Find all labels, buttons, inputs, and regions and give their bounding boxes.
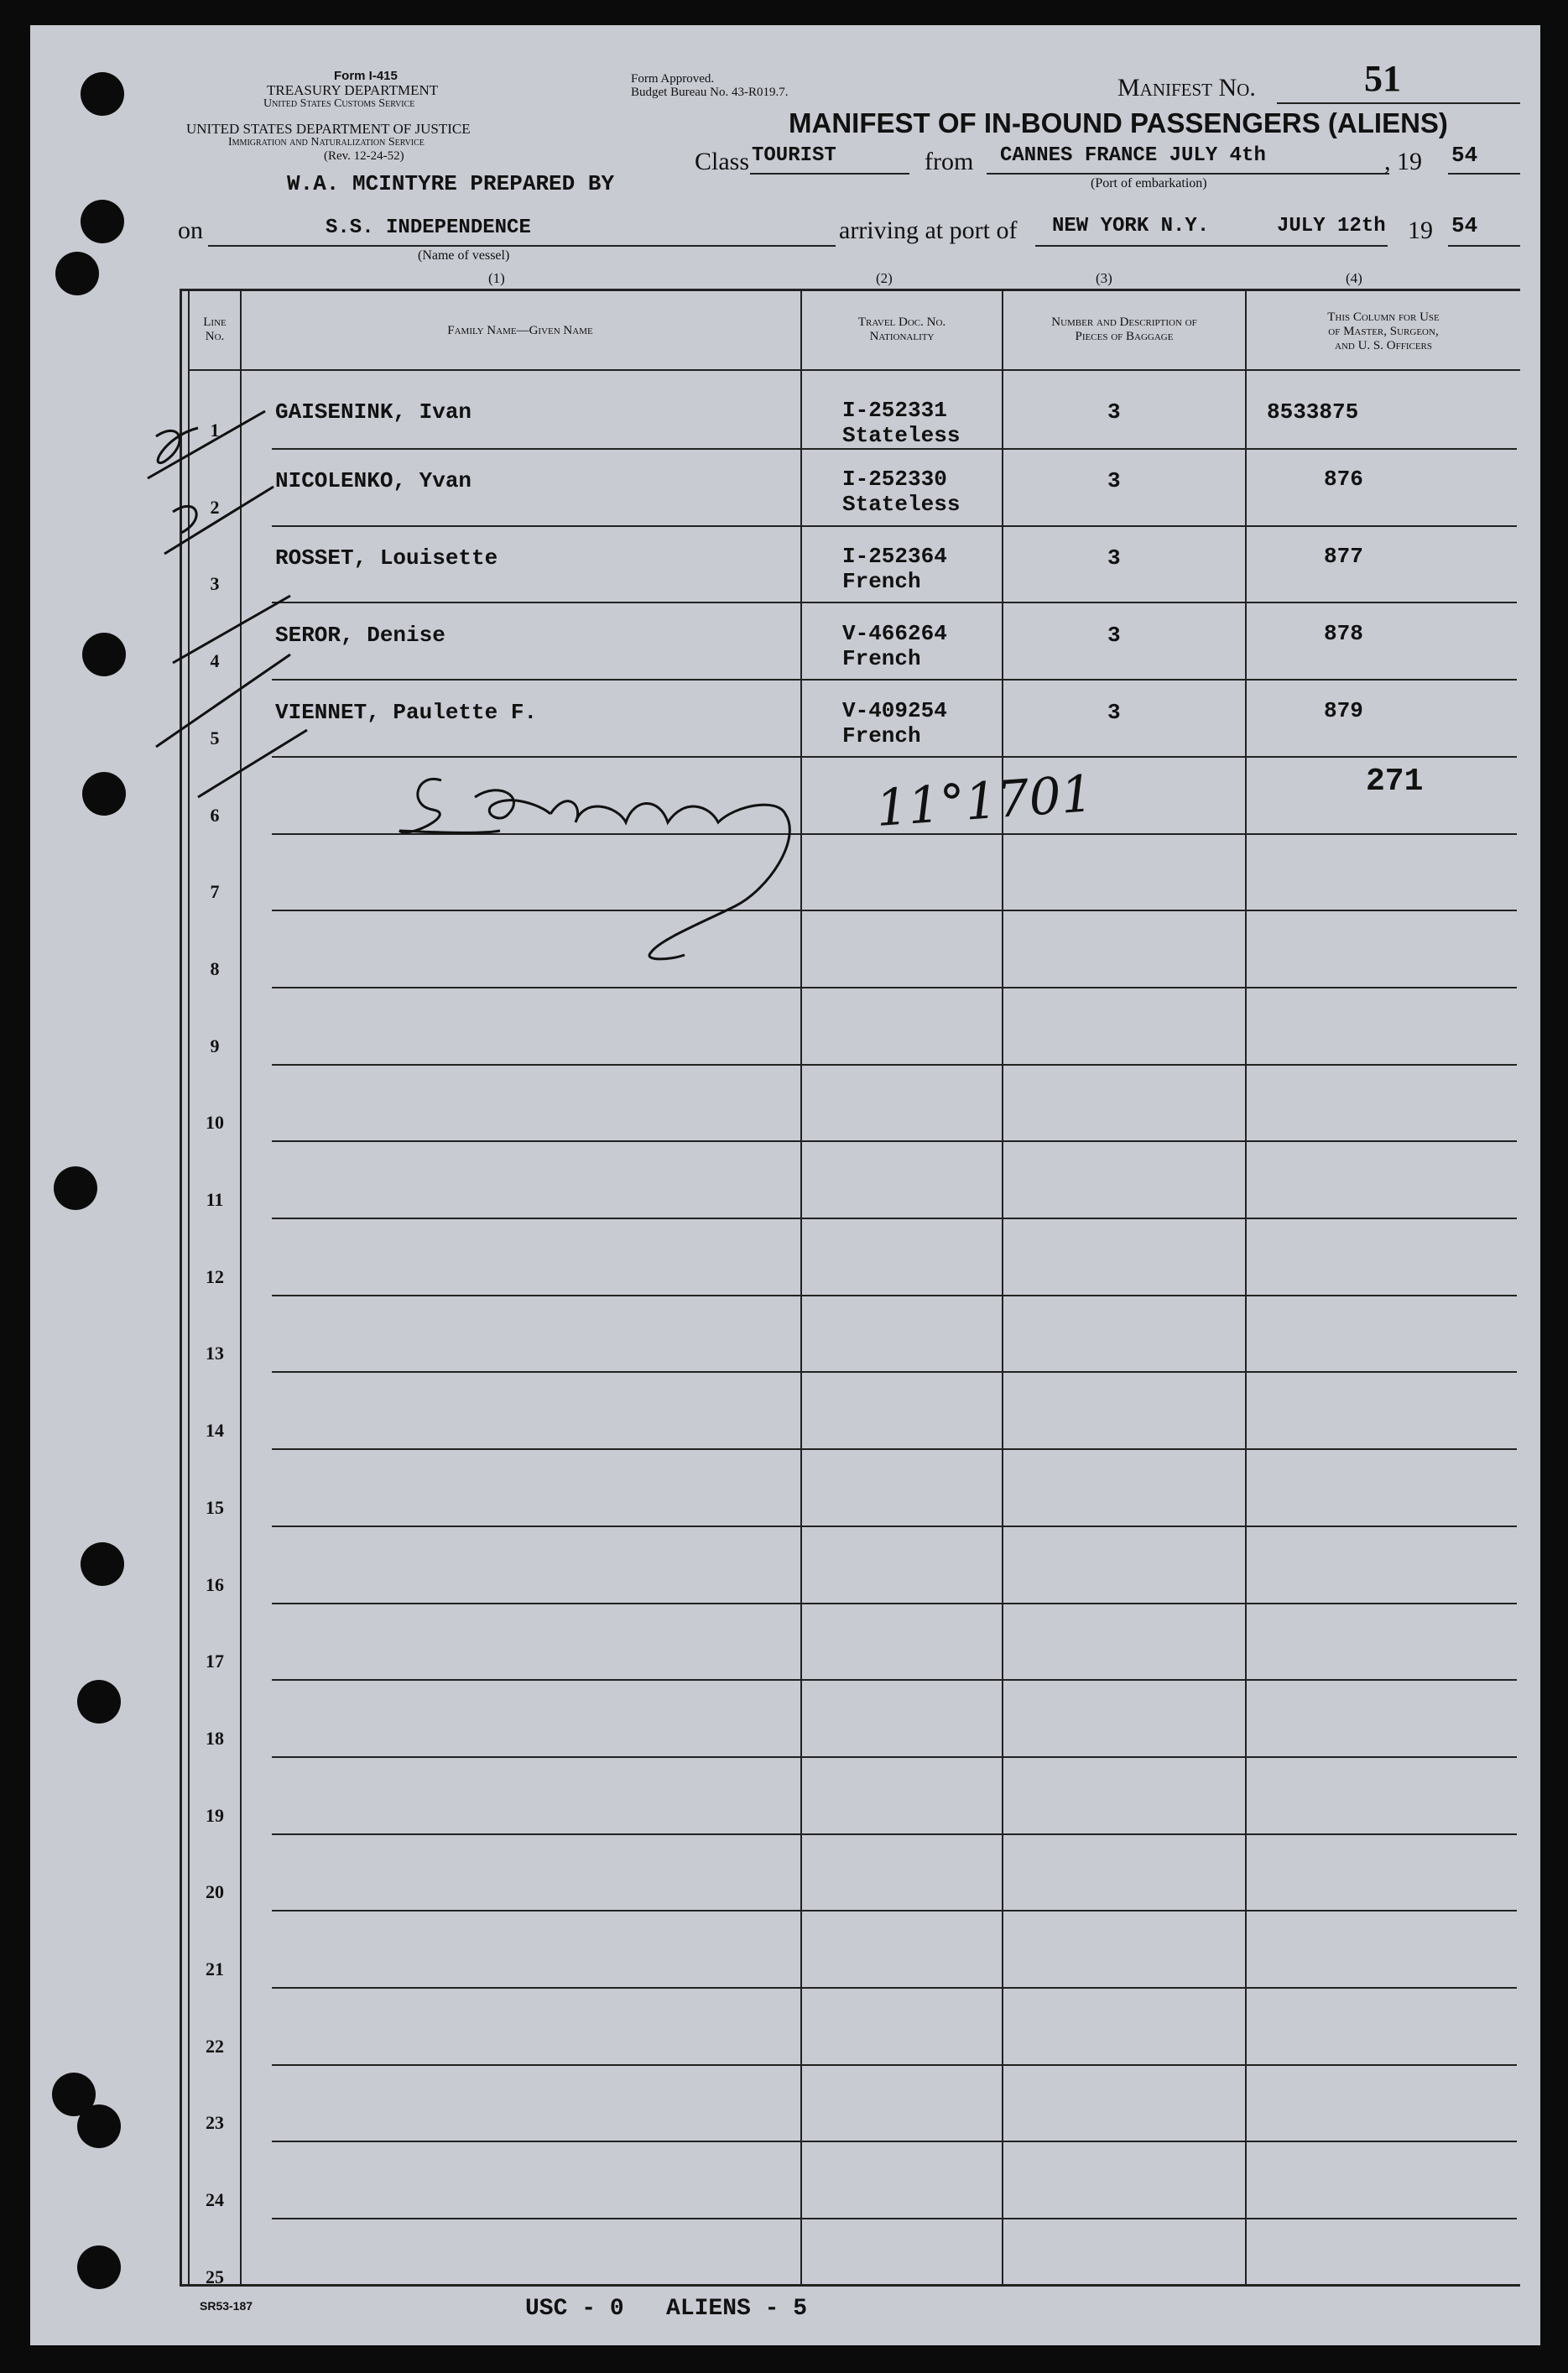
row-line — [272, 1064, 1517, 1066]
passenger-doc: I-252364 — [842, 544, 947, 569]
line-number: 6 — [210, 805, 220, 826]
row-line — [272, 1987, 1517, 1989]
vessel-caption: (Name of vessel) — [418, 248, 510, 263]
line-number: 24 — [206, 2189, 224, 2210]
line-number: 17 — [206, 1651, 224, 1672]
header-family-name: Family Name—Given Name — [447, 324, 593, 337]
punch-hole — [77, 2245, 121, 2289]
form-number: Form I-415 — [334, 69, 398, 83]
line-number: 25 — [206, 2266, 224, 2287]
form-approved: Form Approved. — [631, 72, 715, 86]
year-2-underline — [1448, 245, 1520, 247]
treasury-dept: TREASURY DEPARTMENT — [267, 82, 439, 98]
row-line — [272, 2218, 1517, 2219]
line-number: 20 — [206, 1881, 224, 1902]
row-line — [272, 1218, 1517, 1219]
form-code: SR53-187 — [200, 2299, 253, 2313]
punch-hole — [81, 200, 124, 243]
line-number: 8 — [210, 958, 220, 979]
column-number-1: (1) — [488, 270, 505, 286]
manifest-sheet — [30, 25, 1540, 2345]
row-line — [272, 1371, 1517, 1373]
row-line — [272, 2064, 1517, 2066]
punch-hole — [82, 633, 126, 676]
manifest-no-underline — [1277, 102, 1520, 104]
line-number: 23 — [206, 2112, 224, 2133]
embarkation-port: CANNES FRANCE JULY 4th — [1000, 144, 1266, 167]
row-line — [272, 1295, 1517, 1296]
passenger-name: SEROR, Denise — [275, 623, 445, 648]
vessel-name: S.S. INDEPENDENCE — [326, 216, 531, 239]
line-number: 19 — [206, 1805, 224, 1826]
column-number-4: (4) — [1346, 270, 1362, 286]
arriving-label: arriving at port of — [839, 216, 1018, 244]
arrival-date: JULY 12th — [1277, 215, 1386, 237]
row-line — [272, 1448, 1517, 1450]
line-number: 5 — [210, 728, 220, 748]
budget-bureau: Budget Bureau No. 43-R019.7. — [631, 86, 789, 99]
passenger-officer-number: 8533875 — [1267, 399, 1359, 425]
punch-hole — [77, 2104, 121, 2148]
punch-hole — [81, 1542, 124, 1586]
manifest-no-label: Manifest No. — [1117, 74, 1256, 102]
line-number: 14 — [206, 1420, 224, 1441]
manifest-title: MANIFEST OF IN-BOUND PASSENGERS (ALIENS) — [789, 107, 1448, 138]
passenger-nationality: French — [842, 723, 921, 748]
class-underline — [750, 173, 909, 175]
passenger-name: NICOLENKO, Yvan — [275, 468, 472, 493]
line-number: 22 — [206, 2036, 224, 2057]
line-number: 13 — [206, 1343, 224, 1364]
passenger-doc: I-252330 — [842, 467, 947, 492]
year-2: 54 — [1451, 213, 1478, 238]
row-line — [272, 987, 1517, 988]
year-prefix-1: , 19 — [1384, 148, 1422, 175]
row-line — [272, 525, 1517, 527]
vessel-underline — [208, 245, 836, 247]
header-officers: This Column for Use of Master, Surgeon, and U. S. Officers — [1327, 310, 1440, 352]
punch-hole — [54, 1166, 97, 1210]
passenger-doc: V-409254 — [842, 698, 947, 723]
passenger-officer-number: 877 — [1324, 544, 1363, 569]
year-1-underline — [1448, 173, 1520, 175]
from-label: from — [925, 148, 974, 175]
year-prefix-2: 19 — [1408, 216, 1433, 244]
passenger-name: GAISENINK, Ivan — [275, 399, 472, 425]
arrival-port: NEW YORK N.Y. — [1052, 215, 1210, 237]
passenger-nationality: French — [842, 569, 921, 594]
from-underline — [987, 173, 1389, 175]
passenger-name: ROSSET, Louisette — [275, 545, 498, 571]
row-line — [272, 1756, 1517, 1758]
column-number-3: (3) — [1096, 270, 1112, 286]
passenger-baggage: 3 — [1107, 700, 1121, 725]
column-number-2: (2) — [876, 270, 893, 286]
line-number: 4 — [210, 650, 220, 671]
passenger-officer-number: 879 — [1324, 698, 1363, 723]
passenger-baggage: 3 — [1107, 623, 1121, 648]
stamped-number: 271 — [1366, 764, 1424, 800]
header-travel-doc: Travel Doc. No. Nationality — [857, 316, 946, 343]
arrival-underline — [1035, 245, 1388, 247]
row-line — [272, 1140, 1517, 1142]
line-number: 16 — [206, 1574, 224, 1595]
check-marks — [131, 386, 349, 822]
row-line — [272, 1679, 1517, 1681]
row-line — [272, 602, 1517, 603]
class-label: Class — [695, 148, 750, 175]
line-number: 9 — [210, 1035, 220, 1056]
passenger-name: VIENNET, Paulette F. — [275, 700, 538, 725]
row-line — [272, 1833, 1517, 1835]
row-line — [272, 448, 1517, 450]
passenger-officer-number: 878 — [1324, 621, 1363, 646]
totals-line: USC - 0 ALIENS - 5 — [525, 2296, 808, 2322]
passenger-nationality: Stateless — [842, 423, 961, 448]
prepared-by: W.A. MCINTYRE PREPARED BY — [287, 171, 615, 196]
line-number: 1 — [210, 420, 220, 441]
passenger-baggage: 3 — [1107, 468, 1121, 493]
passenger-doc: V-466264 — [842, 621, 947, 646]
line-number: 15 — [206, 1497, 224, 1518]
punch-hole — [77, 1680, 121, 1724]
header-line-no: Line No. — [203, 316, 227, 343]
line-number: 21 — [206, 1958, 224, 1979]
customs-service: United States Customs Service — [263, 97, 415, 110]
punch-hole — [81, 72, 124, 116]
port-embarkation-caption: (Port of embarkation) — [1091, 176, 1207, 190]
passenger-nationality: French — [842, 646, 921, 671]
row-line — [272, 2141, 1517, 2142]
class-value: TOURIST — [752, 144, 836, 167]
row-line — [272, 1526, 1517, 1527]
ins-line: Immigration and Naturalization Service — [228, 136, 425, 149]
row-line — [272, 1603, 1517, 1604]
line-number: 3 — [210, 573, 220, 594]
passenger-doc: I-252331 — [842, 398, 947, 423]
punch-hole — [55, 252, 99, 295]
line-number: 11 — [206, 1189, 224, 1210]
manifest-number: 51 — [1364, 58, 1401, 99]
passenger-baggage: 3 — [1107, 399, 1121, 425]
passenger-officer-number: 876 — [1324, 467, 1363, 492]
punch-hole — [82, 772, 126, 816]
line-number: 18 — [206, 1728, 224, 1749]
dept-of-justice: UNITED STATES DEPARTMENT OF JUSTICE — [186, 121, 471, 137]
line-number: 12 — [206, 1266, 224, 1287]
line-number: 10 — [206, 1112, 224, 1133]
handwritten-note: 11°1701 — [873, 764, 1096, 838]
year-1: 54 — [1451, 143, 1478, 168]
line-number: 7 — [210, 881, 220, 902]
line-number: 2 — [210, 497, 220, 518]
row-line — [272, 1910, 1517, 1911]
on-label: on — [178, 216, 203, 244]
row-line — [272, 679, 1517, 681]
signature — [383, 747, 836, 965]
revision-date: (Rev. 12-24-52) — [324, 149, 404, 163]
passenger-baggage: 3 — [1107, 545, 1121, 571]
passenger-nationality: Stateless — [842, 492, 961, 517]
header-baggage: Number and Description of Pieces of Baggage — [1051, 316, 1197, 343]
